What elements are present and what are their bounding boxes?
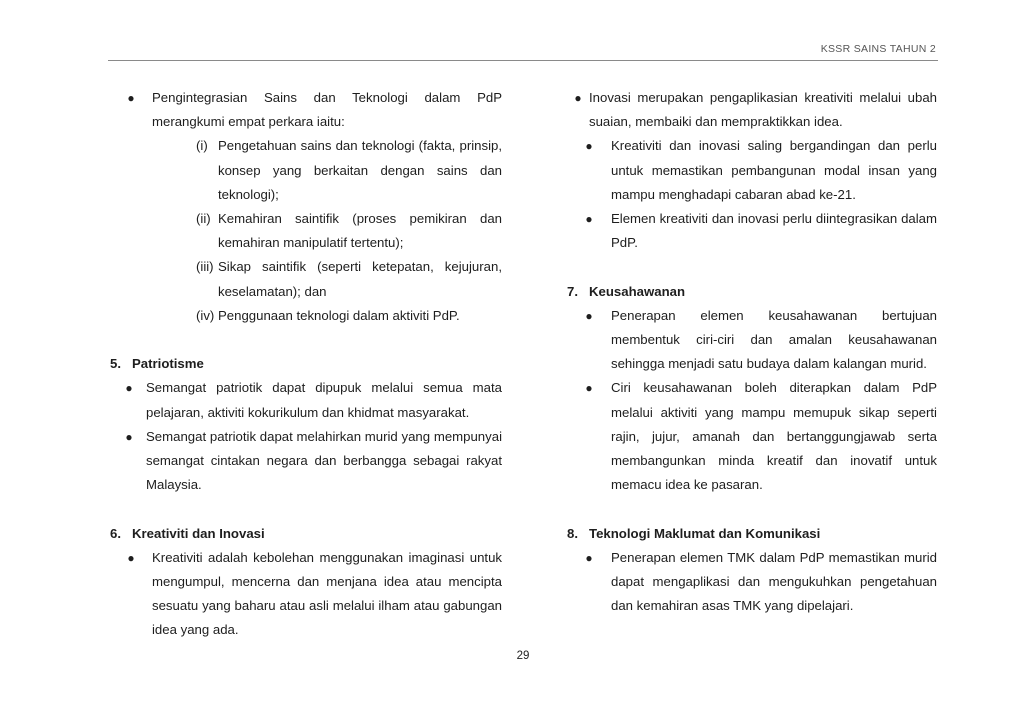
- integration-item-2: [196, 207, 502, 255]
- bullet-text: Kreativiti dan inovasi saling bergandingan dan perlu untuk memastikan pembangunan modal insan yang mampu menghadapi cabaran abad ke-21.: [611, 138, 937, 202]
- section-title: Kreativiti dan Inovasi: [132, 525, 265, 541]
- integration-item-1: [196, 134, 502, 207]
- section-title: Teknologi Maklumat dan Komunikasi: [589, 525, 821, 541]
- right-column: [567, 86, 937, 618]
- bullet-icon: ●: [585, 139, 593, 154]
- section-5-bullet-1: [110, 376, 502, 424]
- innovation-sub-2: [567, 207, 937, 255]
- bullet-icon: ●: [127, 91, 135, 105]
- section-5-bullet-2: [110, 425, 502, 498]
- integration-item-text: Sikap saintifik (seperti ketepatan, kejujuran, keselamatan); dan: [218, 259, 502, 299]
- left-column: [110, 86, 502, 643]
- page-header: KSSR SAINS TAHUN 2: [820, 43, 936, 55]
- page-number: 29: [516, 650, 530, 662]
- bullet-icon: ●: [585, 550, 593, 565]
- integration-item-4: [196, 304, 502, 328]
- integration-item-text: Kemahiran saintifik (proses pemikiran dan kemahiran manipulatif tertentu);: [218, 211, 502, 251]
- bullet-icon: ●: [125, 381, 133, 396]
- section-8-heading: [567, 522, 937, 546]
- section-title: Keusahawanan: [589, 283, 686, 299]
- bullet-text: Semangat patriotik dapat melahirkan murid yang mempunyai semangat cintakan negara dan berbangga sebagai rakyat Malaysia.: [146, 428, 502, 493]
- section-7-heading: [567, 280, 937, 304]
- bullet-icon: ●: [585, 308, 593, 323]
- bullet-icon: ●: [127, 550, 135, 565]
- bullet-text: Penerapan elemen keusahawanan bertujuan membentuk ciri-ciri dan amalan keusahawanan sehingga menjadi satu budaya dalam kalangan murid.: [611, 307, 937, 372]
- integration-item-number: (iii): [196, 259, 214, 275]
- header-rule: [108, 60, 938, 61]
- bullet-icon: ●: [585, 212, 593, 227]
- section-number: 6.: [110, 525, 121, 541]
- bullet-icon: ●: [125, 429, 133, 444]
- integration-item-number: (i): [196, 138, 208, 154]
- section-6-heading: [110, 522, 502, 546]
- section-5-heading: [110, 352, 502, 376]
- innovation-bullet: [567, 86, 937, 134]
- section-number: 5.: [110, 356, 121, 372]
- integration-item-text: Pengetahuan sains dan teknologi (fakta, prinsip, konsep yang berkaitan dengan sains dan teknologi);: [218, 138, 502, 202]
- innovation-text: Inovasi merupakan pengaplikasian kreativiti melalui ubah suaian, membaiki dan mempraktikkan idea.: [589, 90, 937, 130]
- bullet-text: Semangat patriotik dapat dipupuk melalui semua mata pelajaran, aktiviti kokurikulum dan khidmat masyarakat.: [146, 380, 502, 420]
- bullet-text: Elemen kreativiti dan inovasi perlu diintegrasikan dalam PdP.: [611, 211, 937, 251]
- bullet-text: Kreativiti adalah kebolehan menggunakan imaginasi untuk mengumpul, mencerna dan menjana idea atau mencipta sesuatu yang baharu atau asli melalui ilham atau gabungan idea yang ada.: [152, 549, 502, 638]
- section-title: Patriotisme: [132, 356, 204, 372]
- section-number: 8.: [567, 525, 578, 541]
- section-6-bullet-1: [110, 546, 502, 643]
- bullet-icon: ●: [574, 91, 582, 105]
- bullet-icon: ●: [585, 381, 593, 396]
- integration-item-number: (ii): [196, 211, 211, 227]
- integration-item-text: Penggunaan teknologi dalam aktiviti PdP.: [218, 307, 460, 323]
- section-number: 7.: [567, 283, 578, 299]
- integration-item-3: [196, 255, 502, 303]
- integration-intro: Pengintegrasian Sains dan Teknologi dalam PdP merangkumi empat perkara iaitu:: [152, 90, 502, 130]
- section-7-bullet-2: [567, 376, 937, 497]
- integration-bullet: [110, 86, 502, 134]
- integration-item-number: (iv): [196, 307, 215, 323]
- section-7-bullet-1: [567, 304, 937, 377]
- bullet-text: Ciri keusahawanan boleh diterapkan dalam PdP melalui aktiviti yang mampu memupuk sikap seperti rajin, jujur, amanah dan bertanggungjawab serta membangunkan minda kreatif dan inovatif untuk memacu idea ke pasaran.: [611, 380, 937, 493]
- innovation-sub-1: [567, 134, 937, 207]
- section-8-bullet-1: [567, 546, 937, 619]
- bullet-text: Penerapan elemen TMK dalam PdP memastikan murid dapat mengaplikasi dan mengukuhkan pengetahuan dan kemahiran asas TMK yang dipelajari.: [611, 549, 937, 614]
